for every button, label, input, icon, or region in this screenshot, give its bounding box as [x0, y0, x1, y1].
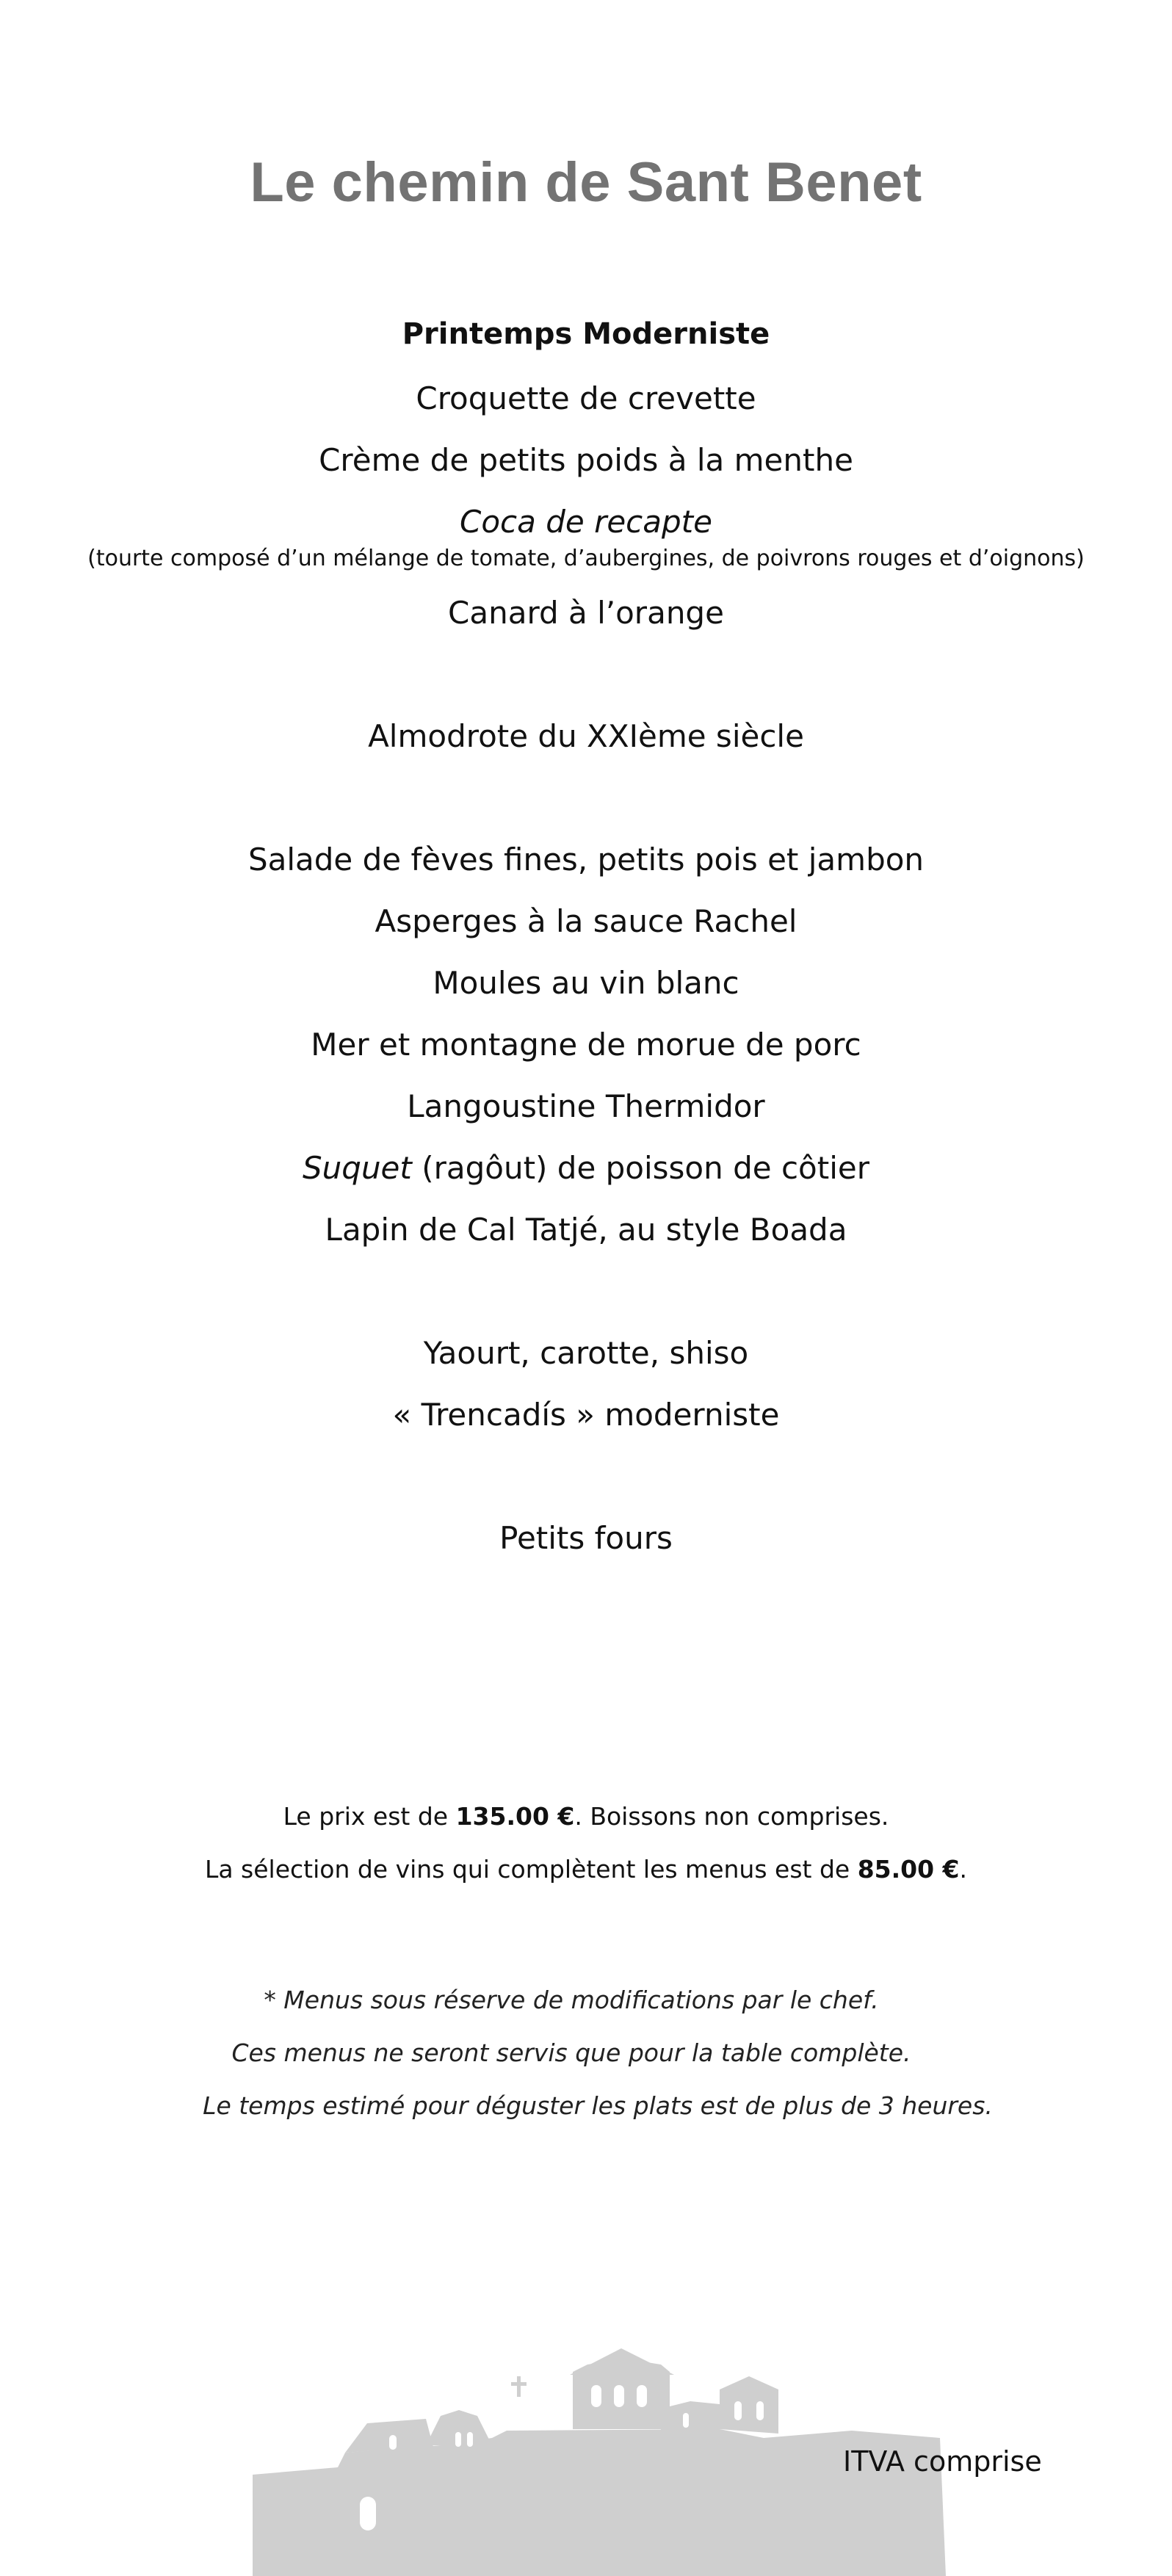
dish-item: Mer et montagne de morue de porc: [311, 1027, 861, 1063]
dish-item: Moules au vin blanc: [433, 965, 739, 1001]
dish-item: [0, 1150, 1172, 1186]
wine-price-suffix: .: [959, 1855, 968, 1884]
dish-item: Croquette de crevette: [416, 380, 756, 416]
price-suffix: . Boissons non comprises.: [574, 1802, 889, 1831]
dish-item: Lapin de Cal Tatjé, au style Boada: [325, 1212, 847, 1248]
dish-description: (tourte composé d’un mélange de tomate, d’aubergines, de poivrons rouges et d’oignons): [87, 546, 1085, 571]
dish-item: Almodrote du XXIème siècle: [368, 718, 804, 754]
note-line: Ces menus ne seront servis que pour la table complète.: [231, 2038, 911, 2067]
menu-name: Printemps Moderniste: [402, 317, 770, 351]
tva-note: ITVA comprise: [843, 2445, 1042, 2478]
dish-item: « Trencadís » moderniste: [392, 1397, 780, 1433]
wine-price-prefix: La sélection de vins qui complètent les menus est de: [204, 1855, 858, 1884]
dish-italic-part: Suquet: [303, 1150, 412, 1186]
dish-item: Salade de fèves fines, petits pois et jambon: [247, 842, 925, 878]
price-prefix: Le prix est de: [283, 1802, 456, 1831]
price-line: [0, 1802, 1172, 1831]
dish-item: Yaourt, carotte, shiso: [423, 1335, 749, 1371]
dish-item: Petits fours: [499, 1520, 673, 1556]
note-line: * Menus sous réserve de modifications par le chef.: [264, 1986, 879, 2014]
dish-item: Coca de recapte: [460, 504, 712, 540]
menu-price: 135.00 €: [455, 1802, 575, 1831]
dish-item: Crème de petits poids à la menthe: [319, 442, 853, 478]
wine-price: 85.00 €: [857, 1855, 960, 1884]
page-title: Le chemin de Sant Benet: [250, 151, 922, 214]
dish-item: Asperges à la sauce Rachel: [375, 903, 797, 939]
wine-price-line: [0, 1855, 1172, 1884]
note-line: Le temps estimé pour déguster les plats est de plus de 3 heures.: [203, 2091, 993, 2120]
dish-item: Canard à l’orange: [448, 595, 724, 631]
dish-item: Langoustine Thermidor: [407, 1088, 765, 1124]
dish-rest-part: (ragôut) de poisson de côtier: [411, 1150, 869, 1186]
